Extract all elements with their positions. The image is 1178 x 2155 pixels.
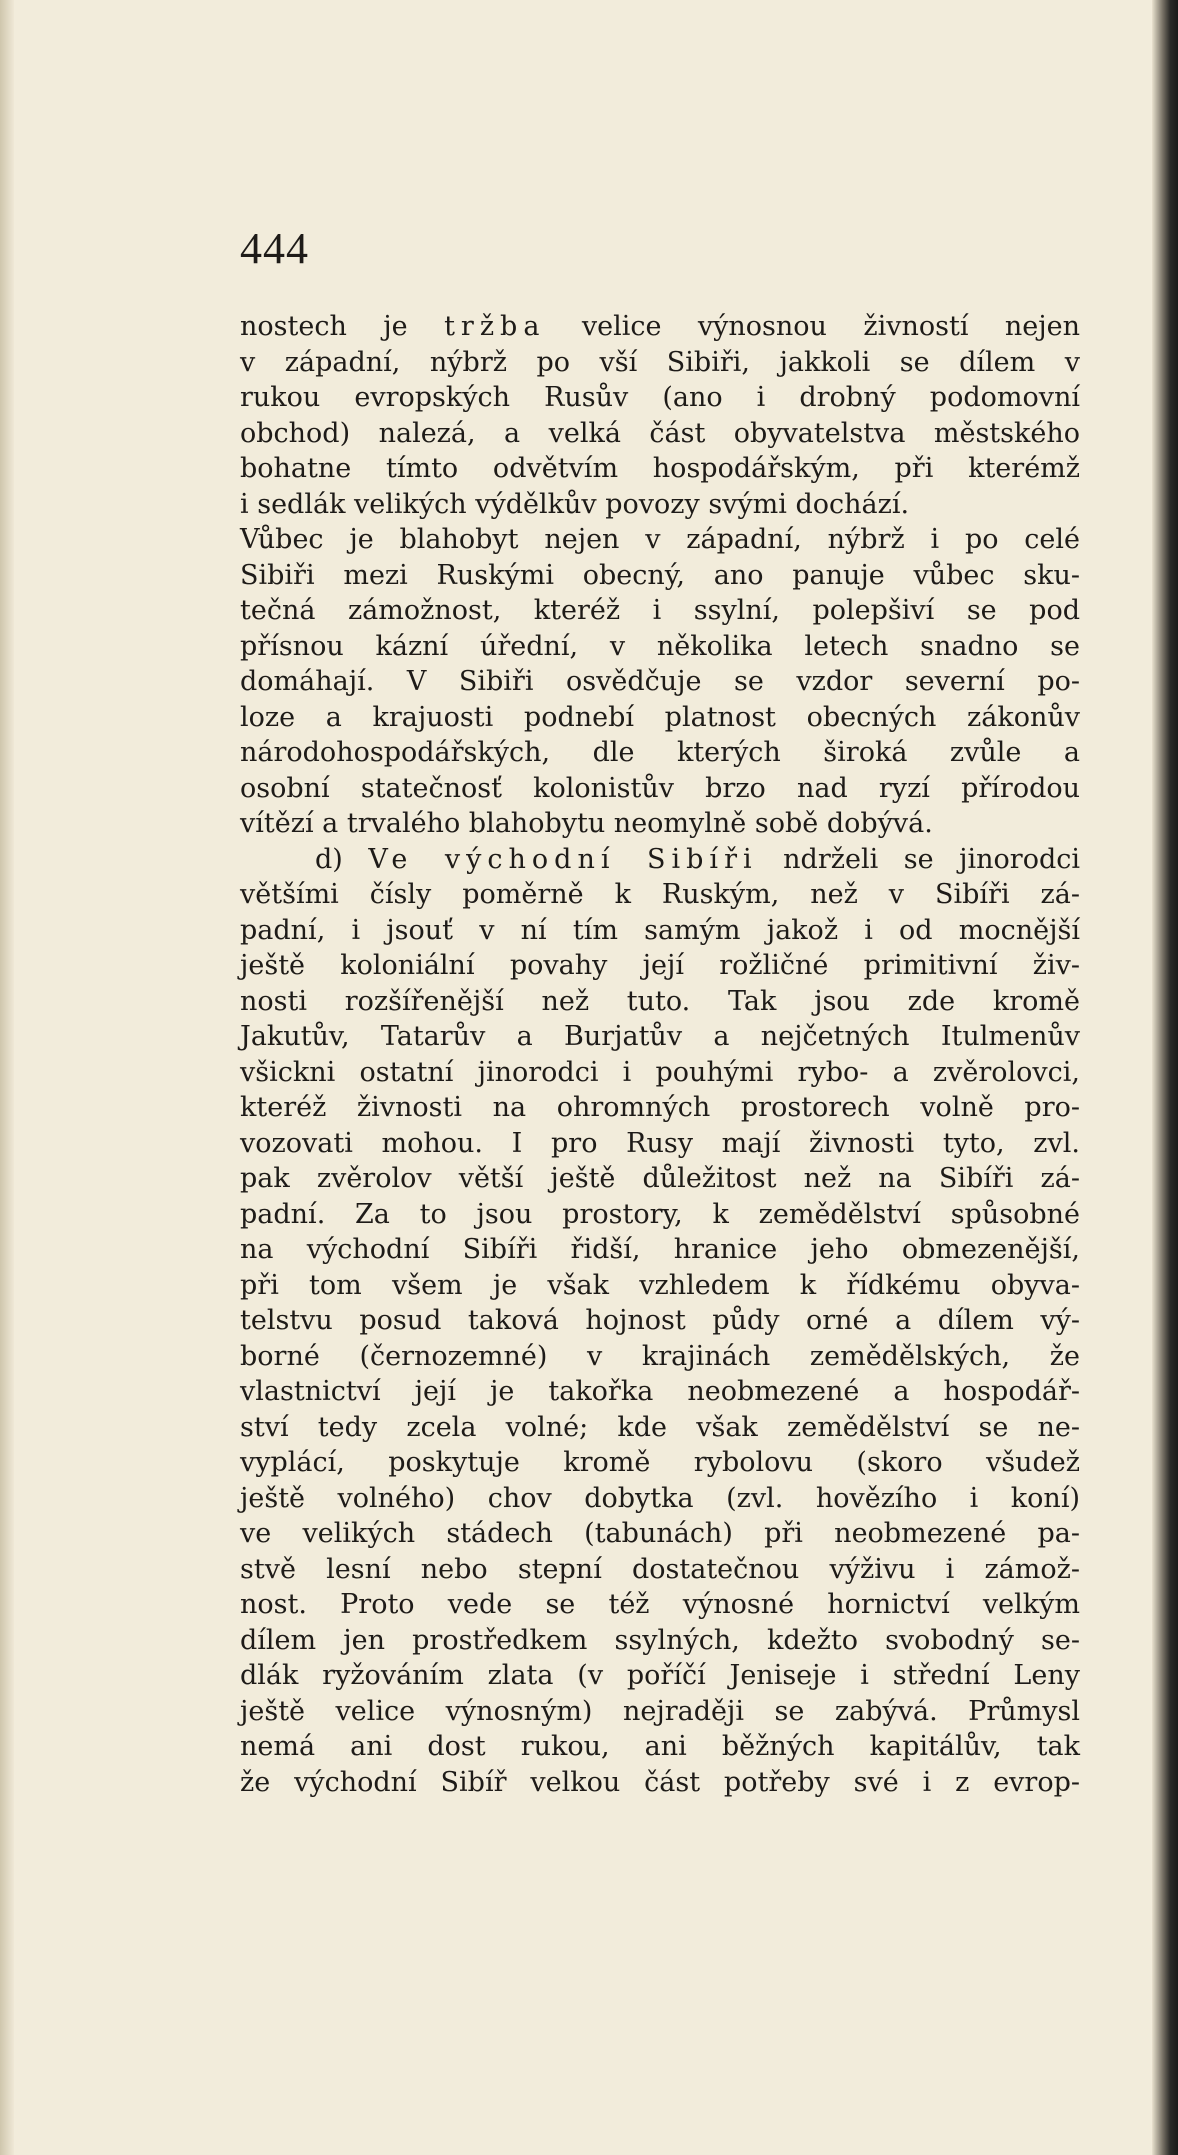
line-text: pak zvěrolov větší ještě důležitost než na Sibíři zá- [240,1163,1080,1194]
line-text: vlastnictví její je takořka neobmezené a hospodář- [240,1376,1080,1407]
text-line [240,700,1080,736]
text-line [240,1090,1080,1126]
book-page [240,225,1080,1800]
text-line [240,1161,1080,1197]
line-text: na východní Sibíři řidší, hranice jeho obmezenější, [240,1234,1080,1265]
line-text: bohatne tímto odvětvím hospodářským, při kterémž [240,453,1080,484]
line-text: většími čísly poměrně k Ruským, než v Sibíři zá- [240,879,1080,910]
text-line [240,913,1080,949]
line-text: Sibiři mezi Ruskými obecný, ano panuje vůbec sku- [240,559,1080,591]
text-line [240,1019,1080,1055]
text-line [240,487,1080,523]
line-text: osobní statečnosť kolonistův brzo nad ryzí přírodou [240,772,1080,804]
line-text: dílem jen prostředkem ssylných, kdežto svobodný se- [240,1624,1080,1656]
text-line [240,1268,1080,1304]
text-line [240,1516,1080,1552]
text-line [240,1729,1080,1765]
text-line [240,948,1080,984]
text-line [240,1445,1080,1481]
text-line [240,1303,1080,1339]
line-text: nostech je [240,311,445,342]
text-line [240,1658,1080,1694]
line-text: Vůbec je blahobyt nejen v západní, nýbrž i po celé [240,524,1080,555]
line-text: ve velikých stádech (tabunách) při neobmezené pa- [240,1518,1080,1549]
text-line [240,345,1080,381]
line-text: stvě lesní nebo stepní dostatečnou výživu i zámož- [240,1553,1080,1585]
line-text: při tom všem je však vzhledem k řídkému obyva- [240,1269,1080,1301]
line-text: všickni ostatní jinorodci i pouhými rybo- a zvěrolovci, [240,1056,1080,1088]
line-text: ještě velice výnosným) nejraději se zabývá. Průmysl [240,1695,1080,1727]
line-text: rukou evropských Rusův (ano i drobný podomovní [240,382,1080,413]
scan-edge-left [0,0,14,2155]
text-line [240,842,1080,878]
line-text: vítězí a trvalého blahobytu neomylně sobě dobývá. [240,808,933,839]
line-text: padní. Za to jsou prostory, k zemědělství spůsobné [240,1198,1080,1230]
text-line [240,771,1080,807]
line-text: loze a krajuosti podnebí platnost obecných zákonův [240,701,1080,733]
spaced-emphasis: Ve východní Sibíři [368,843,758,875]
scan-edge-right [1152,0,1178,2155]
text-line [240,1126,1080,1162]
text-line [240,451,1080,487]
text-line [240,1587,1080,1623]
text-line [240,629,1080,665]
line-text: vyplácí, poskytuje kromě rybolovu (skoro všudež [240,1447,1080,1478]
text-line [240,735,1080,771]
line-text: borné (černozemné) v krajinách zemědělských, že [240,1340,1080,1372]
text-line [240,664,1080,700]
text-line [240,1374,1080,1410]
line-text: telstvu posud taková hojnost půdy orné a dílem vý- [240,1305,1080,1336]
text-line [240,1481,1080,1517]
line-text: ství tedy zcela volné; kde však zemědělství se ne- [240,1411,1080,1443]
text-line [240,1552,1080,1588]
text-line [240,416,1080,452]
text-line [240,1232,1080,1268]
line-text: i sedlák velikých výdělkův povozy svými dochází. [240,488,910,520]
text-line [240,1197,1080,1233]
line-text: v západní, nýbrž po vší Sibiři, jakkoli se dílem v [240,346,1080,378]
text-line [240,1765,1080,1801]
text-line [240,380,1080,416]
line-text: nost. Proto vede se též výnosné hornictví velkým [240,1589,1080,1620]
line-text: vozovati mohou. I pro Rusy mají živnosti tyto, zvl. [240,1127,1080,1159]
line-text: ještě koloniální povahy její rožličné primitivní živ- [240,950,1080,981]
text-line [240,1339,1080,1375]
text-line [240,309,1080,345]
text-line [240,1410,1080,1446]
body-text [240,309,1080,1800]
line-text: dlák ryžováním zlata (v poříčí Jeniseje i střední Leny [240,1660,1080,1691]
text-line [240,558,1080,594]
text-line [240,806,1080,842]
line-text: Jakutův, Tatarův a Burjatův a nejčetných Itulmenův [240,1021,1080,1052]
text-line [240,984,1080,1020]
line-text: d) [315,843,369,875]
page-number: 444 [240,224,309,273]
line-text: národohospodářských, dle kterých široká zvůle a [240,737,1080,768]
line-text: velice výnosnou živností nejen [545,311,1081,342]
line-text: padní, i jsouť v ní tím samým jakož i od mocnější [240,914,1080,946]
text-line [240,1623,1080,1659]
text-line [240,1694,1080,1730]
line-text: nemá ani dost rukou, ani běžných kapitálův, tak [240,1731,1080,1762]
line-text: ndrželi se jinorodci [757,843,1080,875]
line-text: že východní Sibíř velkou část potřeby své i z evrop- [240,1766,1080,1798]
text-line [240,1055,1080,1091]
line-text: tečná zámožnost, kteréž i ssylní, polepšiví se pod [240,595,1080,626]
line-text: kteréž živnosti na ohromných prostorech volně pro- [240,1092,1080,1123]
spaced-emphasis: tržba [444,311,546,342]
line-text: ještě volného) chov dobytka (zvl. hovězího i koní) [240,1482,1080,1514]
line-text: obchod) nalezá, a velká část obyvatelstva městského [240,417,1080,449]
line-text: přísnou kázní úřední, v několika letech snadno se [240,630,1080,662]
line-text: nosti rozšířenější než tuto. Tak jsou zde kromě [240,985,1080,1017]
line-text: domáhají. V Sibiři osvědčuje se vzdor severní po- [240,666,1080,697]
text-line [240,593,1080,629]
text-line [240,522,1080,558]
text-line [240,877,1080,913]
